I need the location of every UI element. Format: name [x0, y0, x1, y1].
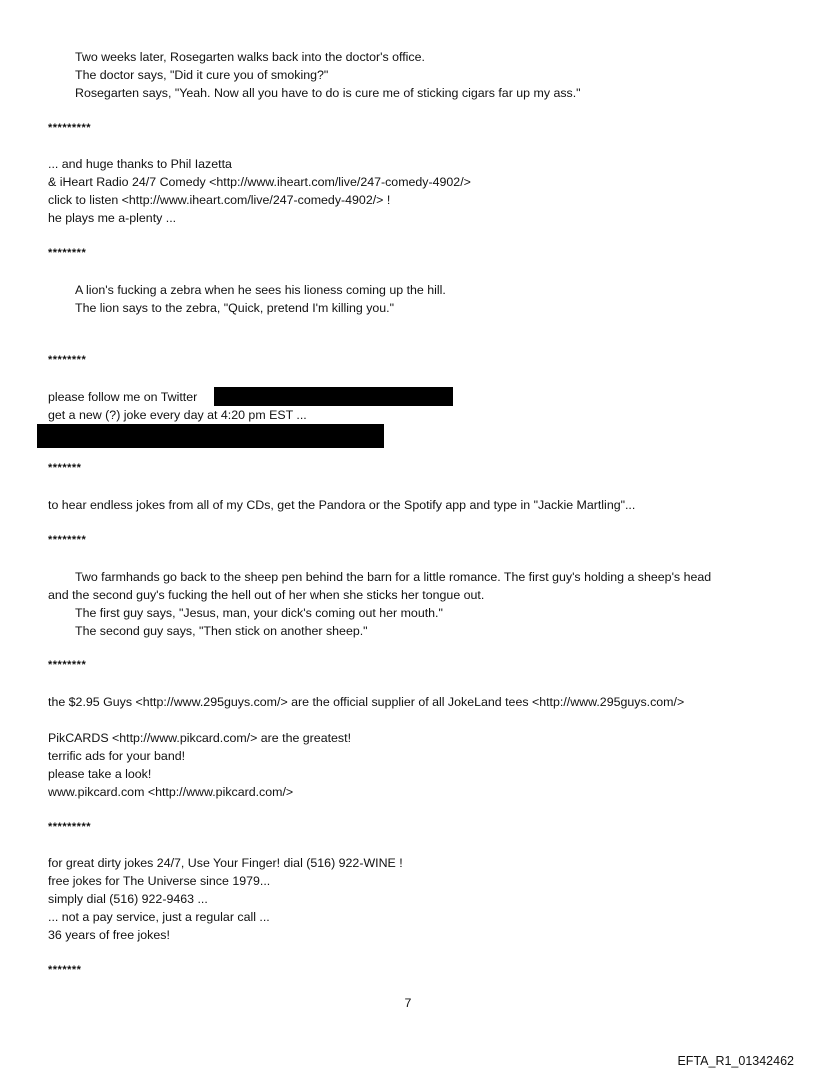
text-line: The first guy says, "Jesus, man, your dick's coming out her mouth." — [75, 606, 443, 620]
text-line: please take a look! — [48, 767, 152, 781]
text-line: A lion's fucking a zebra when he sees his lioness coming up the hill. — [75, 283, 446, 297]
text-line: get a new (?) joke every day at 4:20 pm EST ... — [48, 408, 307, 422]
text-line: simply dial (516) 922-9463 ... — [48, 892, 208, 906]
text-line: terrific ads for your band! — [48, 749, 186, 763]
text-line: ... not a pay service, just a regular call ... — [48, 910, 270, 924]
separator: ******** — [48, 354, 87, 366]
redaction-bar — [214, 387, 453, 406]
page-number: 7 — [404, 996, 412, 1010]
text-line: The lion says to the zebra, "Quick, pretend I'm killing you." — [75, 301, 395, 315]
separator: ******* — [48, 964, 82, 976]
text-line: 36 years of free jokes! — [48, 928, 170, 942]
text-line: PikCARDS <http://www.pikcard.com/> are the greatest! — [48, 731, 352, 745]
separator: ********* — [48, 122, 92, 134]
text-line: & iHeart Radio 24/7 Comedy <http://www.iheart.com/live/247-comedy-4902/> — [48, 175, 471, 189]
text-line: The doctor says, "Did it cure you of smoking?" — [75, 68, 329, 82]
text-line: Two farmhands go back to the sheep pen behind the barn for a little romance. The first guy's holding a sheep's head — [75, 570, 712, 584]
text-line: Rosegarten says, "Yeah. Now all you have to do is cure me of sticking cigars far up my ass." — [75, 86, 581, 100]
separator: ******** — [48, 659, 87, 671]
text-line: for great dirty jokes 24/7, Use Your Finger! dial (516) 922-WINE ! — [48, 856, 403, 870]
separator: ******* — [48, 462, 82, 474]
redaction-bar — [37, 424, 384, 448]
pandora-line: to hear endless jokes from all of my CDs, get the Pandora or the Spotify app and type in "Jackie Martling"... — [48, 498, 636, 512]
text-line: ... and huge thanks to Phil Iazetta — [48, 157, 232, 171]
tees-line: the $2.95 Guys <http://www.295guys.com/> are the official supplier of all JokeLand tees <http://www.295guys.com/> — [48, 695, 685, 709]
text-line: and the second guy's fucking the hell out of her when she sticks her tongue out. — [48, 588, 485, 602]
separator: ********* — [48, 821, 92, 833]
text-line: he plays me a-plenty ... — [48, 211, 177, 225]
text-line: www.pikcard.com <http://www.pikcard.com/> — [48, 785, 294, 799]
separator: ******** — [48, 534, 87, 546]
text-line: The second guy says, "Then stick on another sheep." — [75, 624, 368, 638]
text-line: click to listen <http://www.iheart.com/live/247-comedy-4902/> ! — [48, 193, 391, 207]
text-line: Two weeks later, Rosegarten walks back into the doctor's office. — [75, 50, 425, 64]
document-id-footer: EFTA_R1_01342462 — [677, 1054, 794, 1068]
text-line: please follow me on Twitter — [48, 390, 198, 404]
text-line: free jokes for The Universe since 1979... — [48, 874, 271, 888]
separator: ******** — [48, 247, 87, 259]
